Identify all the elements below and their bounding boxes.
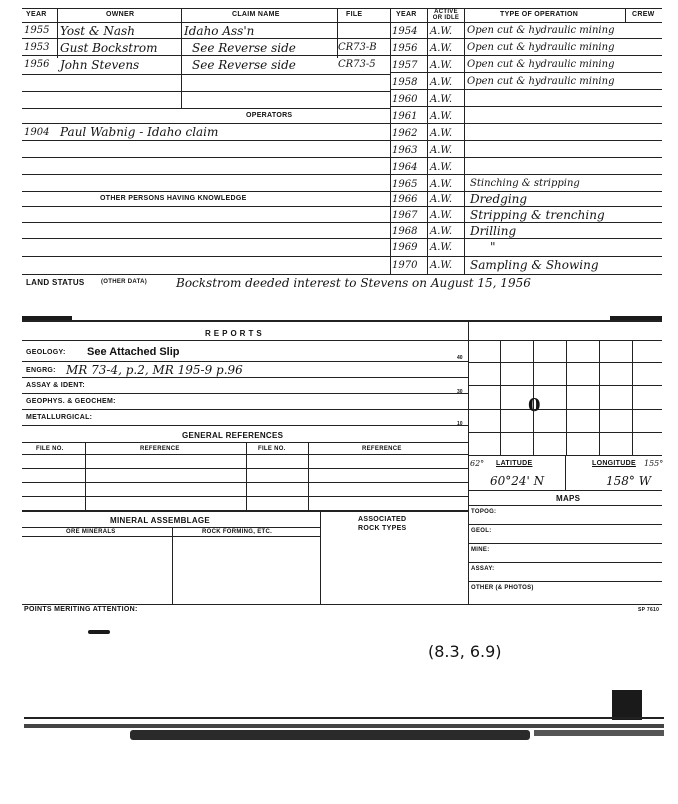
op-type: Stinching & stripping <box>470 178 580 189</box>
longitude-value: 158° W <box>606 474 652 488</box>
maps-assay: ASSAY: <box>471 566 495 572</box>
engrg-label: ENGRG: <box>26 367 56 374</box>
op-status: A.W. <box>430 111 453 122</box>
claim-name: See Reverse side <box>192 58 296 72</box>
claim-year: 1956 <box>24 59 50 70</box>
op-year: 1954 <box>392 26 418 37</box>
mineral-assemblage-header: MINERAL ASSEMBLAGE <box>110 516 211 525</box>
grid-mark: 0 <box>528 395 541 416</box>
op-year: 1961 <box>392 111 418 122</box>
op-year: 1970 <box>392 260 418 271</box>
latitude-label: LATITUDE <box>496 460 533 467</box>
op-year: 1960 <box>392 94 418 105</box>
op-status: A.W. <box>430 26 453 37</box>
geology-value: See Attached Slip <box>87 346 180 358</box>
op-status: A.W. <box>430 60 453 71</box>
land-status-sublabel: (OTHER DATA) <box>101 279 148 285</box>
claim-name: Idaho Ass'n <box>184 24 255 38</box>
op-status: A.W. <box>430 260 453 271</box>
op-status: A.W. <box>430 162 453 173</box>
maps-topog: TOPOG: <box>471 509 497 515</box>
op-status: A.W. <box>430 194 453 205</box>
op-status: A.W. <box>430 77 453 88</box>
op-year: 1958 <box>392 77 418 88</box>
header-file: FILE <box>346 11 363 18</box>
op-status: A.W. <box>430 43 453 54</box>
scale-30: 30 <box>457 389 463 395</box>
op-year: 1957 <box>392 60 418 71</box>
claim-owner: Gust Bockstrom <box>60 41 158 55</box>
lat-mark: 62° <box>470 459 485 468</box>
header-year: YEAR <box>26 11 47 18</box>
op-type: Dredging <box>470 192 528 206</box>
other-persons-header: OTHER PERSONS HAVING KNOWLEDGE <box>100 195 247 202</box>
coords-note: (8.3, 6.9) <box>428 642 502 661</box>
long-mark: 155° <box>644 459 664 468</box>
op-year: 1962 <box>392 128 418 139</box>
maps-header: MAPS <box>556 494 581 503</box>
op-status: A.W. <box>430 128 453 139</box>
header-op-year: YEAR <box>396 11 417 18</box>
engrg-value: MR 73-4, p.2, MR 195-9 p.96 <box>66 363 243 377</box>
land-status-text: Bockstrom deeded interest to Stevens on August 15, 1956 <box>176 276 531 290</box>
op-type: Open cut & hydraulic mining <box>467 42 615 53</box>
points-label: POINTS MERITING ATTENTION: <box>24 606 138 613</box>
ore-minerals-header: ORE MINERALS <box>66 529 116 535</box>
maps-other: OTHER (& PHOTOS) <box>471 585 534 591</box>
maps-mine: MINE: <box>471 547 490 553</box>
longitude-label: LONGITUDE <box>592 460 636 467</box>
scale-40: 40 <box>457 355 463 361</box>
header-crew: CREW <box>632 11 655 18</box>
claim-owner: John Stevens <box>60 58 140 72</box>
op-year: 1966 <box>392 194 418 205</box>
ref-col-file-no-2: FILE NO. <box>258 446 286 452</box>
op-type: Open cut & hydraulic mining <box>467 59 615 70</box>
claim-file: CR73-B <box>338 42 377 53</box>
header-owner: OWNER <box>106 11 135 18</box>
form-code: SP 7610 <box>638 607 660 613</box>
header-claim-name: CLAIM NAME <box>232 11 280 18</box>
latitude-value: 60°24' N <box>490 474 545 488</box>
claim-year: 1953 <box>24 42 50 53</box>
op-year: 1968 <box>392 226 418 237</box>
op-year: 1965 <box>392 179 418 190</box>
ref-col-file-no: FILE NO. <box>36 446 64 452</box>
header-type-operation: TYPE OF OPERATION <box>500 11 579 18</box>
claim-file: CR73-5 <box>338 59 376 70</box>
maps-geol: GEOL: <box>471 528 492 534</box>
associated-header: ASSOCIATED <box>358 516 407 523</box>
geology-label: GEOLOGY: <box>26 349 66 356</box>
land-status-label: LAND STATUS <box>26 278 85 287</box>
op-status: A.W. <box>430 226 453 237</box>
general-references-header: GENERAL REFERENCES <box>182 431 284 440</box>
op-type: Open cut & hydraulic mining <box>467 25 615 36</box>
op-year: 1964 <box>392 162 418 173</box>
claim-owner: Yost & Nash <box>60 24 135 38</box>
claim-name: See Reverse side <box>192 41 296 55</box>
op-status: A.W. <box>430 145 453 156</box>
op-type: Drilling <box>470 224 517 238</box>
op-year: 1969 <box>392 242 418 253</box>
metallurgical-label: METALLURGICAL: <box>26 414 93 421</box>
op-status: A.W. <box>430 242 453 253</box>
operators-header: OPERATORS <box>246 112 293 119</box>
ref-col-reference: REFERENCE <box>140 446 180 452</box>
reports-header: REPORTS <box>205 329 265 338</box>
ref-col-reference-2: REFERENCE <box>362 446 402 452</box>
op-type: Sampling & Showing <box>470 258 599 272</box>
operator-text: Paul Wabnig - Idaho claim <box>60 125 219 139</box>
op-type: " <box>490 240 496 254</box>
op-status: A.W. <box>430 94 453 105</box>
claim-year: 1955 <box>24 25 50 36</box>
op-year: 1956 <box>392 43 418 54</box>
op-type: Open cut & hydraulic mining <box>467 76 615 87</box>
op-status: A.W. <box>430 179 453 190</box>
scale-10: 10 <box>457 421 463 427</box>
op-year: 1967 <box>392 210 418 221</box>
op-type: Stripping & trenching <box>470 208 605 222</box>
geophys-label: GEOPHYS. & GEOCHEM: <box>26 398 116 405</box>
op-year: 1963 <box>392 145 418 156</box>
header-active-idle: ACTIVE OR IDLE <box>432 9 460 21</box>
operator-year: 1904 <box>24 127 50 138</box>
rock-forming-header: ROCK FORMING, ETC. <box>202 529 273 535</box>
rock-types-header: ROCK TYPES <box>358 525 407 532</box>
op-status: A.W. <box>430 210 453 221</box>
assay-label: ASSAY & IDENT: <box>26 382 86 389</box>
